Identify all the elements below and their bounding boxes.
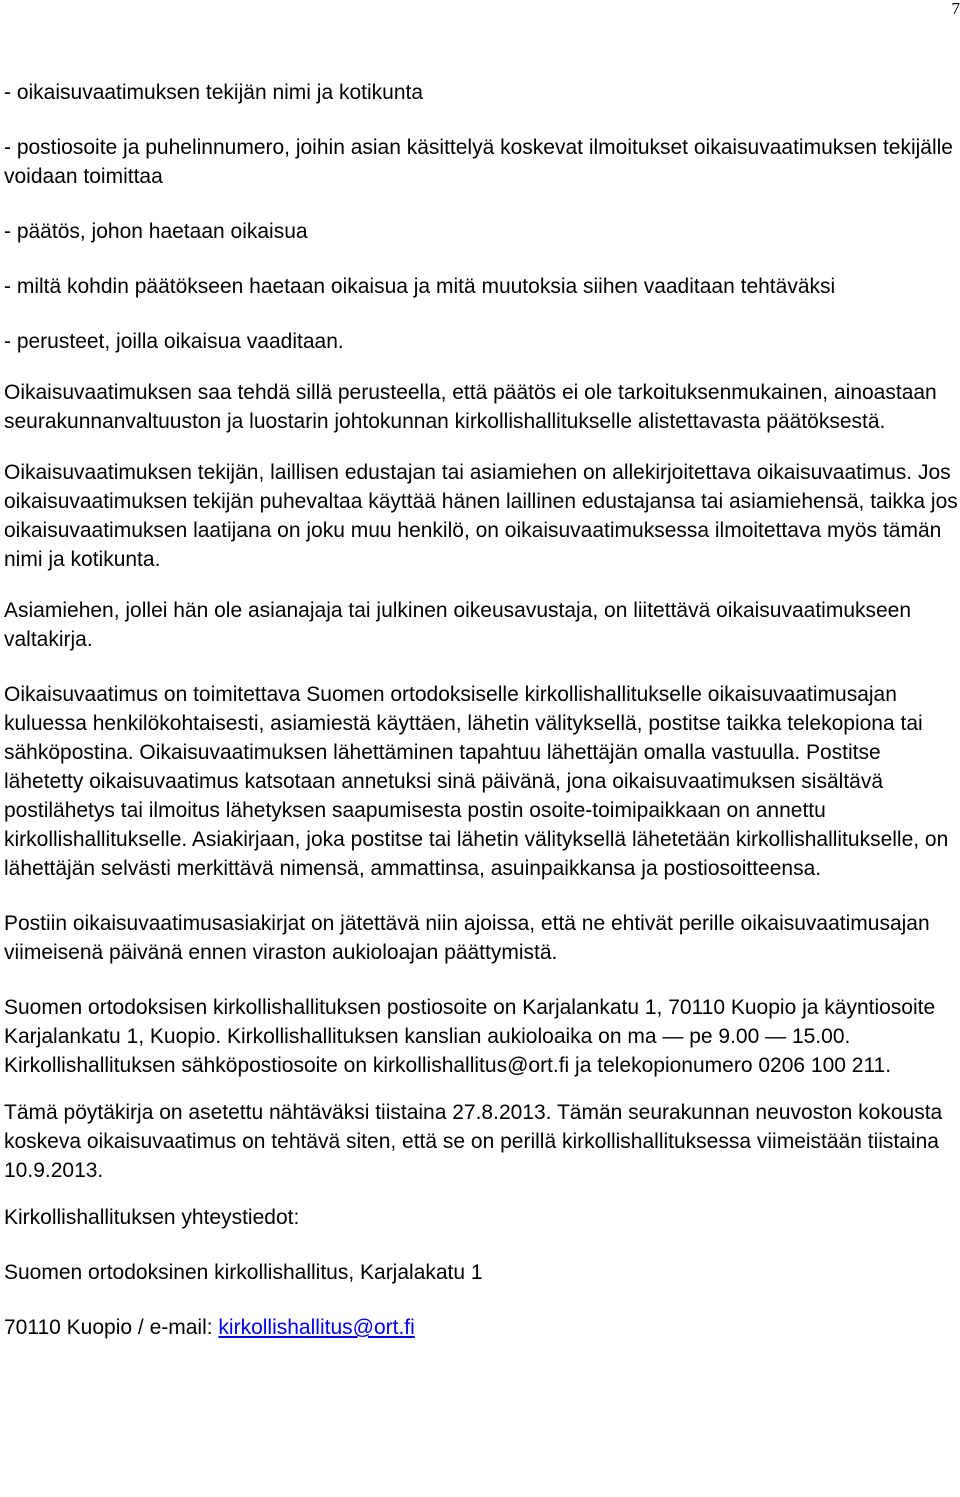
email-link[interactable]: kirkollishallitus@ort.fi (218, 1316, 415, 1339)
requirement-item-decision: - päätös, johon haetaan oikaisua (4, 220, 308, 243)
document-body (4, 78, 958, 1342)
paragraph-signature: Oikaisuvaatimuksen tekijän, laillisen edustajan tai asiamiehen on allekirjoitettava oikaisuvaatimus. Jos oikaisuvaatimuksen tekijän puhevaltaa käyttää hänen laillinen edustajansa tai asiamiehensä, taikka jos oikaisuvaatimuksen laatijana on joku muu henkilö, on oikaisuvaatimuksessa ilmoitettava myös tämän nimi ja kotikunta. (4, 461, 958, 571)
paragraph-grounds-restriction: Oikaisuvaatimuksen saa tehdä sillä perusteella, että päätös ei ole tarkoituksenmukainen, ainoastaan seurakunnanvaltuuston ja luostarin johtokunnan kirkollishallitukselle alistettavasta päätöksestä. (4, 381, 937, 433)
paragraph-postal-timing: Postiin oikaisuvaatimusasiakirjat on jätettävä niin ajoissa, että ne ehtivät perille oikaisuvaatimusajan viimeisenä päivänä ennen viraston aukioloajan päättymistä. (4, 912, 930, 964)
paragraph-power-of-attorney: Asiamiehen, jollei hän ole asianajaja tai julkinen oikeusavustaja, on liitettävä oikaisuvaatimukseen valtakirja. (4, 599, 912, 651)
requirement-item-name: - oikaisuvaatimuksen tekijän nimi ja kotikunta (4, 81, 424, 104)
contact-address: Suomen ortodoksinen kirkollishallitus, Karjalakatu 1 (4, 1261, 483, 1284)
paragraph-office-info: Suomen ortodoksisen kirkollishallituksen postiosoite on Karjalankatu 1, 70110 Kuopio ja käyntiosoite Karjalankatu 1, Kuopio. Kirkollishallituksen kanslian aukioloaika on ma — pe 9.00 — 15.00. Kirkollishallituksen sähköpostiosoite on kirkollishallitus@ort.fi ja telekopionumero 0206 100 211. (4, 996, 936, 1077)
paragraph-delivery: Oikaisuvaatimus on toimitettava Suomen ortodoksiselle kirkollishallitukselle oikaisuvaatimusajan kuluessa henkilökohtaisesti, asiamiestä käyttäen, lähetin välityksellä, postitse taikka telekopiona tai sähköpostina. Oikaisuvaatimuksen lähettäminen tapahtuu lähettäjän omalla vastuulla. Postitse lähetetty oikaisuvaatimus katsotaan annetuksi sinä päivänä, jona oikaisuvaatimuksen sisältävä postilähetys tai ilmoitus lähetyksen saapumisesta postin osoite-toimipaikkaan on annettu kirkollishallitukselle. Asiakirjaan, joka postitse tai lähetin välityksellä lähetetään kirkollishallitukselle, on lähettäjän selvästi merkittävä nimensä, ammattinsa, asuinpaikkansa ja postiosoitteensa. (4, 683, 949, 880)
requirement-item-changes: - miltä kohdin päätökseen haetaan oikaisua ja mitä muutoksia siihen vaaditaan tehtäväksi (4, 275, 836, 298)
contact-city: 70110 Kuopio / e-mail: (4, 1316, 219, 1339)
page-number: 7 (951, 0, 960, 18)
paragraph-display-dates: Tämä pöytäkirja on asetettu nähtäväksi tiistaina 27.8.2013. Tämän seurakunnan neuvoston kokousta koskeva oikaisuvaatimus on tehtävä siten, että se on perillä kirkollishallituksessa viimeistään tiistaina 10.9.2013. (4, 1101, 943, 1182)
requirement-item-grounds: - perusteet, joilla oikaisua vaaditaan. (4, 330, 344, 353)
contact-email-line (4, 1313, 958, 1342)
requirement-item-address: - postiosoite ja puhelinnumero, joihin asian käsittelyä koskevat ilmoitukset oikaisuvaatimuksen tekijälle voidaan toimittaa (4, 136, 953, 188)
contact-heading: Kirkollishallituksen yhteystiedot: (4, 1206, 300, 1229)
